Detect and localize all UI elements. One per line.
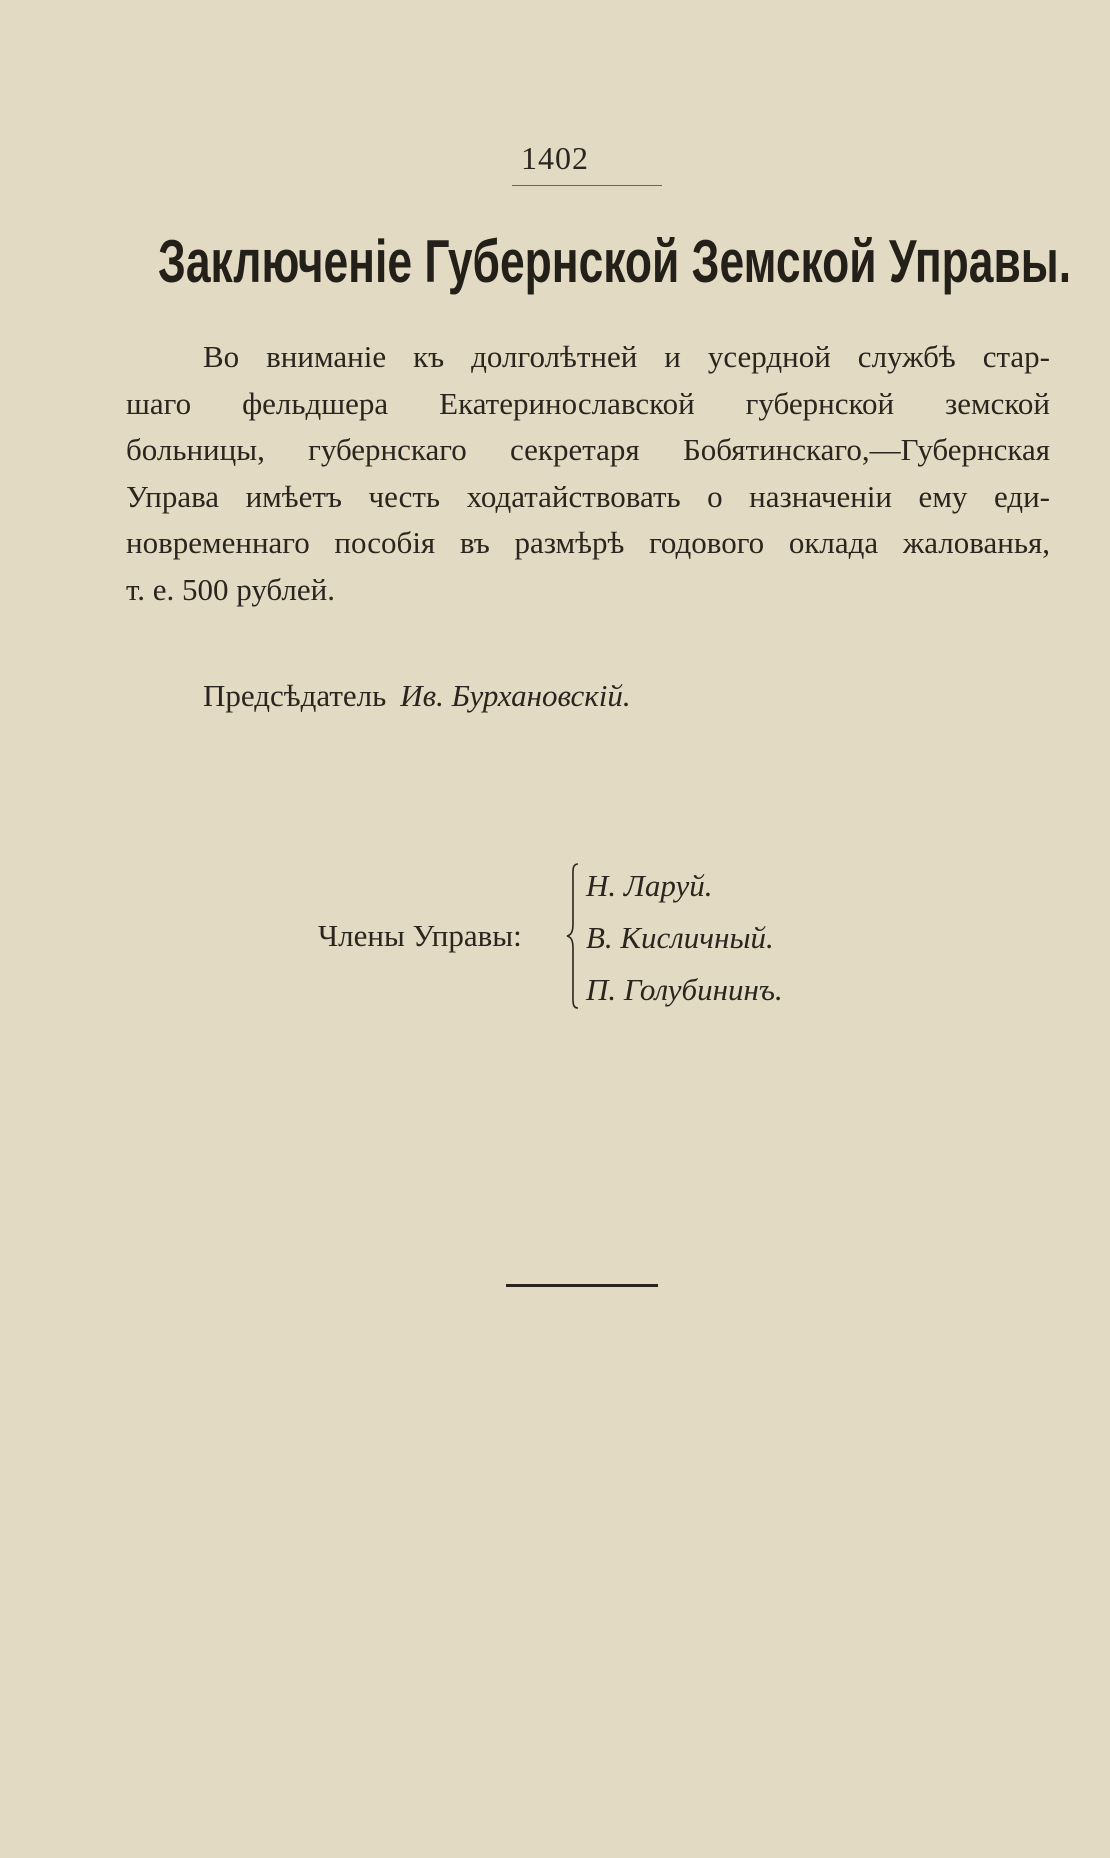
member-name: Н. Ларуй. xyxy=(586,868,713,903)
body-line: Во вниманіе къ долголѣтней и усердной службѣ стар- xyxy=(203,339,1050,374)
member-name: В. Кисличный. xyxy=(586,920,774,955)
page-number-underline xyxy=(512,185,662,186)
document-title: Заключеніе Губернской Земской Управы. xyxy=(158,228,1072,295)
body-line: больницы, губернскаго секретаря Бобятинскаго,—Губернская xyxy=(126,432,1050,467)
curly-brace-icon xyxy=(566,862,580,1010)
page-number: 1402 xyxy=(521,140,589,176)
body-line: новременнаго пособія въ размѣрѣ годового оклада жалованья, xyxy=(126,525,1050,560)
chairman-name: Ив. Бурхановскій. xyxy=(400,678,631,713)
members-label: Члены Управы: xyxy=(318,918,522,953)
members-list xyxy=(586,860,783,1016)
member-name: П. Голубининъ. xyxy=(586,972,783,1007)
body-line: шаго фельдшера Екатеринославской губернской земской xyxy=(126,385,1050,421)
chairman-signature-block xyxy=(203,676,631,716)
body-line: т. е. 500 рублей. xyxy=(126,571,335,607)
end-rule xyxy=(506,1284,658,1287)
body-paragraph xyxy=(126,334,1050,613)
chairman-label: Предсѣдатель xyxy=(203,678,387,713)
body-line: Управа имѣетъ честь ходатайствовать о назначеніи ему еди- xyxy=(126,478,1050,514)
